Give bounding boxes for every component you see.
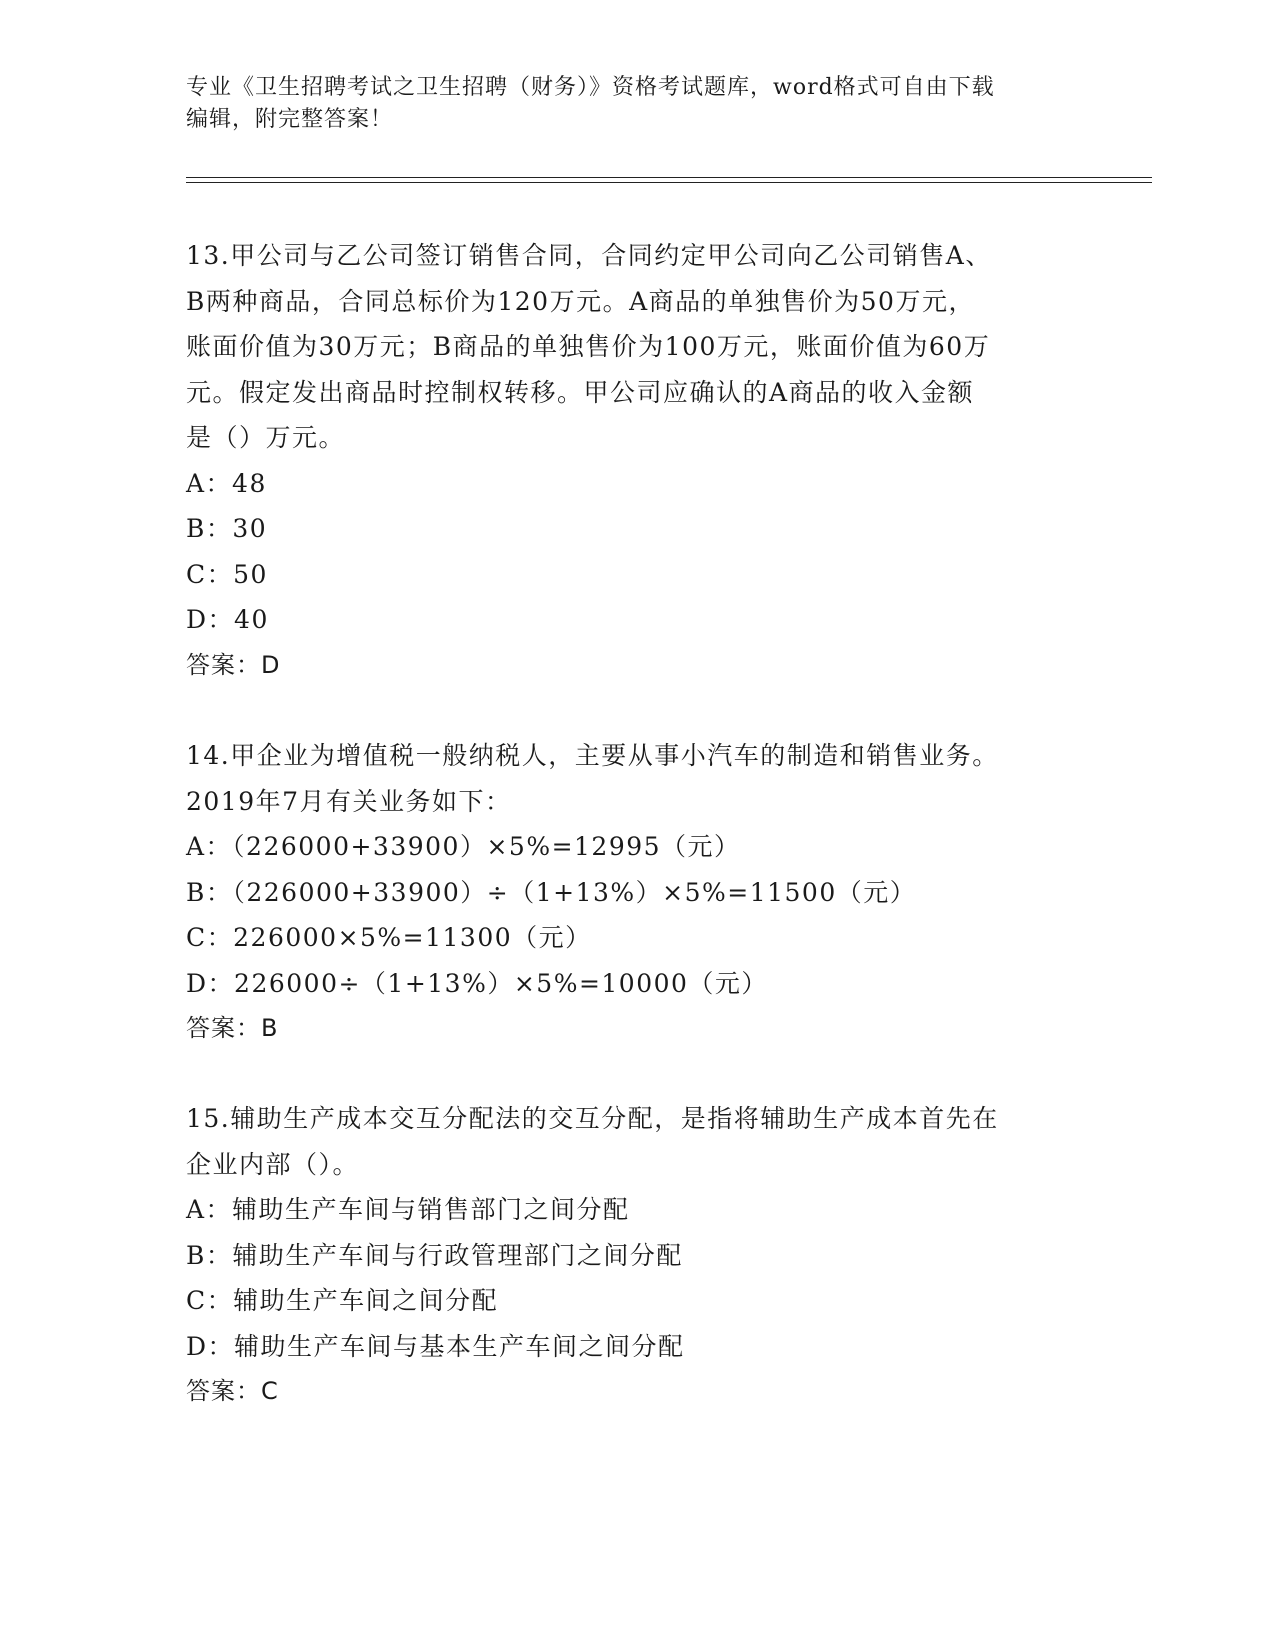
header-divider-bottom <box>186 182 1152 183</box>
stem-line: 元。假定发出商品时控制权转移。甲公司应确认的A商品的收入金额 <box>186 377 975 407</box>
stem-line: 是（）万元。 <box>186 423 346 452</box>
option-c: C：226000×5%=11300（元） <box>186 923 592 952</box>
option-c: C：辅助生产车间之间分配 <box>186 1286 499 1315</box>
answer-line: 答案：D <box>186 650 281 679</box>
question-stem <box>186 733 1086 824</box>
question-stem <box>186 1096 1086 1187</box>
option-d: D：226000÷（1+13%）×5%=10000（元） <box>186 968 768 998</box>
answer-line: 答案：C <box>186 1377 279 1405</box>
stem-line: 2019年7月有关业务如下： <box>186 786 512 816</box>
stem-line: 14.甲企业为增值税一般纳税人，主要从事小汽车的制造和销售业务。 <box>186 741 999 770</box>
option-d: D：40 <box>186 605 269 634</box>
stem-line: 15.辅助生产成本交互分配法的交互分配，是指将辅助生产成本首先在 <box>186 1104 999 1133</box>
stem-line: 13.甲公司与乙公司签订销售合同，合同约定甲公司向乙公司销售A、 <box>186 241 992 270</box>
option-b: B：30 <box>186 514 268 543</box>
header-line-1: 专业《卫生招聘考试之卫生招聘（财务）》资格考试题库，word格式可自由下载 <box>186 75 995 100</box>
stem-line: 企业内部（）。 <box>186 1149 360 1179</box>
question-15 <box>186 1096 1086 1415</box>
stem-line: B两种商品，合同总标价为120万元。A商品的单独售价为50万元， <box>186 286 975 316</box>
header-divider-top <box>186 177 1152 178</box>
option-d: D：辅助生产车间与基本生产车间之间分配 <box>186 1331 685 1361</box>
document-header <box>186 72 1086 136</box>
question-stem <box>186 233 1086 461</box>
option-b: B：辅助生产车间与行政管理部门之间分配 <box>186 1240 683 1270</box>
question-14 <box>186 733 1086 1052</box>
option-b: B：（226000+33900）÷（1+13%）×5%=11500（元） <box>186 877 917 907</box>
option-a: A：辅助生产车间与销售部门之间分配 <box>186 1195 630 1224</box>
answer-line: 答案：B <box>186 1014 279 1042</box>
option-a: A：（226000+33900）×5%=12995（元） <box>186 832 741 861</box>
option-a: A：48 <box>186 468 267 498</box>
header-line-2: 编辑，附完整答案！ <box>186 107 394 132</box>
option-c: C：50 <box>186 559 268 589</box>
stem-line: 账面价值为30万元；B商品的单独售价为100万元，账面价值为60万 <box>186 332 991 361</box>
question-13 <box>186 233 1086 688</box>
